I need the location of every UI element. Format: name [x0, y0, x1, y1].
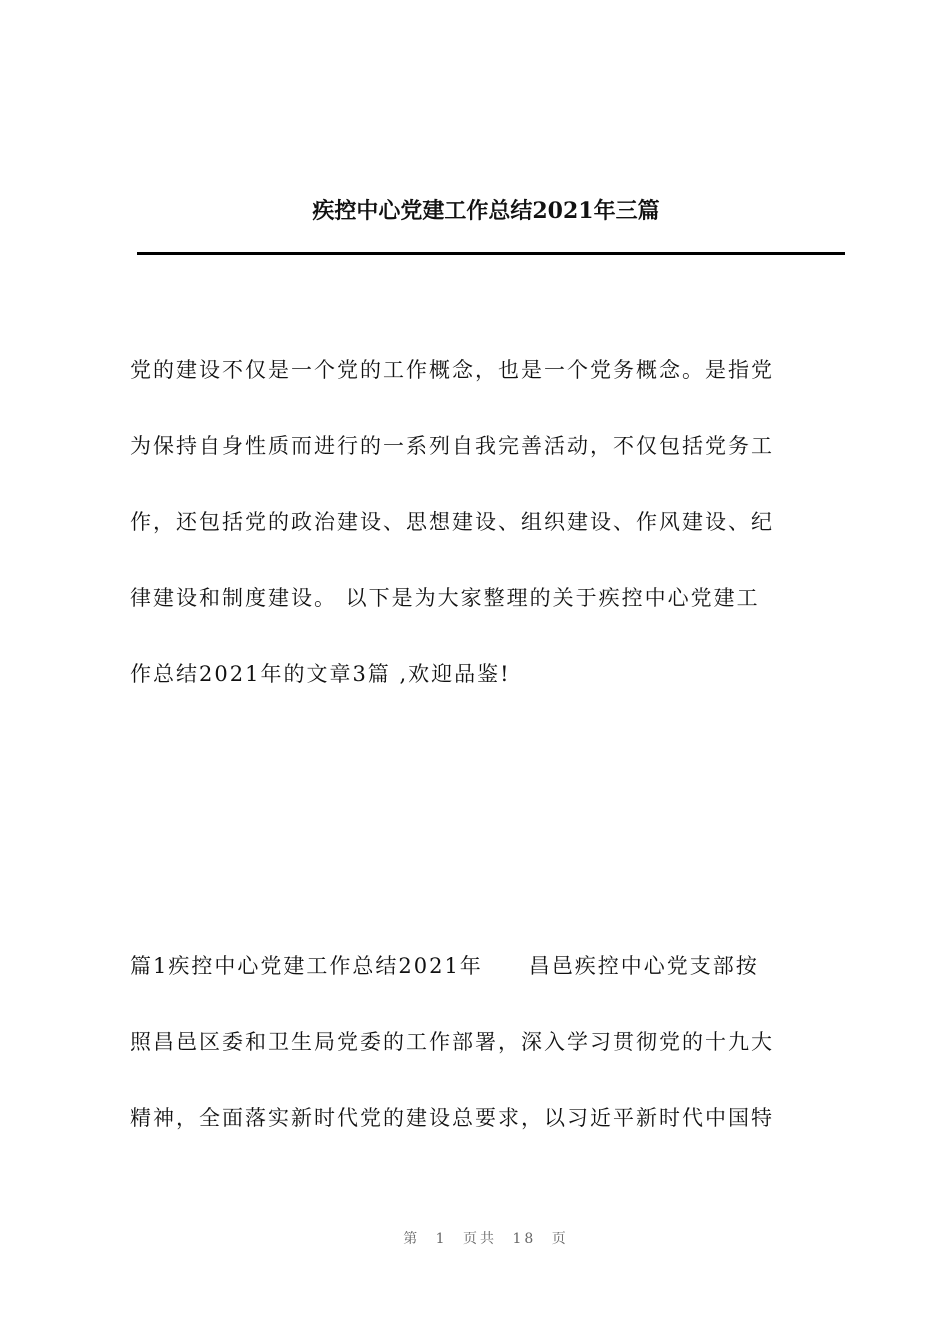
intro-line: 党的建设不仅是一个党的工作概念，也是一个党务概念。是指党: [130, 358, 774, 382]
page-footer: 第 1 页共 18 页: [403, 1231, 569, 1247]
section-line: 照昌邑区委和卫生局党委的工作部署，深入学习贯彻党的十九大: [130, 1030, 774, 1054]
intro-line: 作，还包括党的政治建设、思想建设、组织建设、作风建设、纪: [130, 510, 774, 534]
intro-line: 为保持自身性质而进行的一系列自我完善活动，不仅包括党务工: [130, 434, 774, 458]
section-line: 精神，全面落实新时代党的建设总要求，以习近平新时代中国特: [130, 1106, 774, 1130]
document-title: 疾控中心党建工作总结2021年三篇: [312, 198, 660, 224]
section-line: 篇1疾控中心党建工作总结2021年 昌邑疾控中心党支部按: [130, 954, 759, 978]
title-underline: [137, 252, 845, 255]
intro-line: 作总结2021年的文章3篇 ,欢迎品鉴!: [130, 662, 511, 686]
intro-line: 律建设和制度建设。 以下是为大家整理的关于疾控中心党建工: [130, 586, 760, 610]
